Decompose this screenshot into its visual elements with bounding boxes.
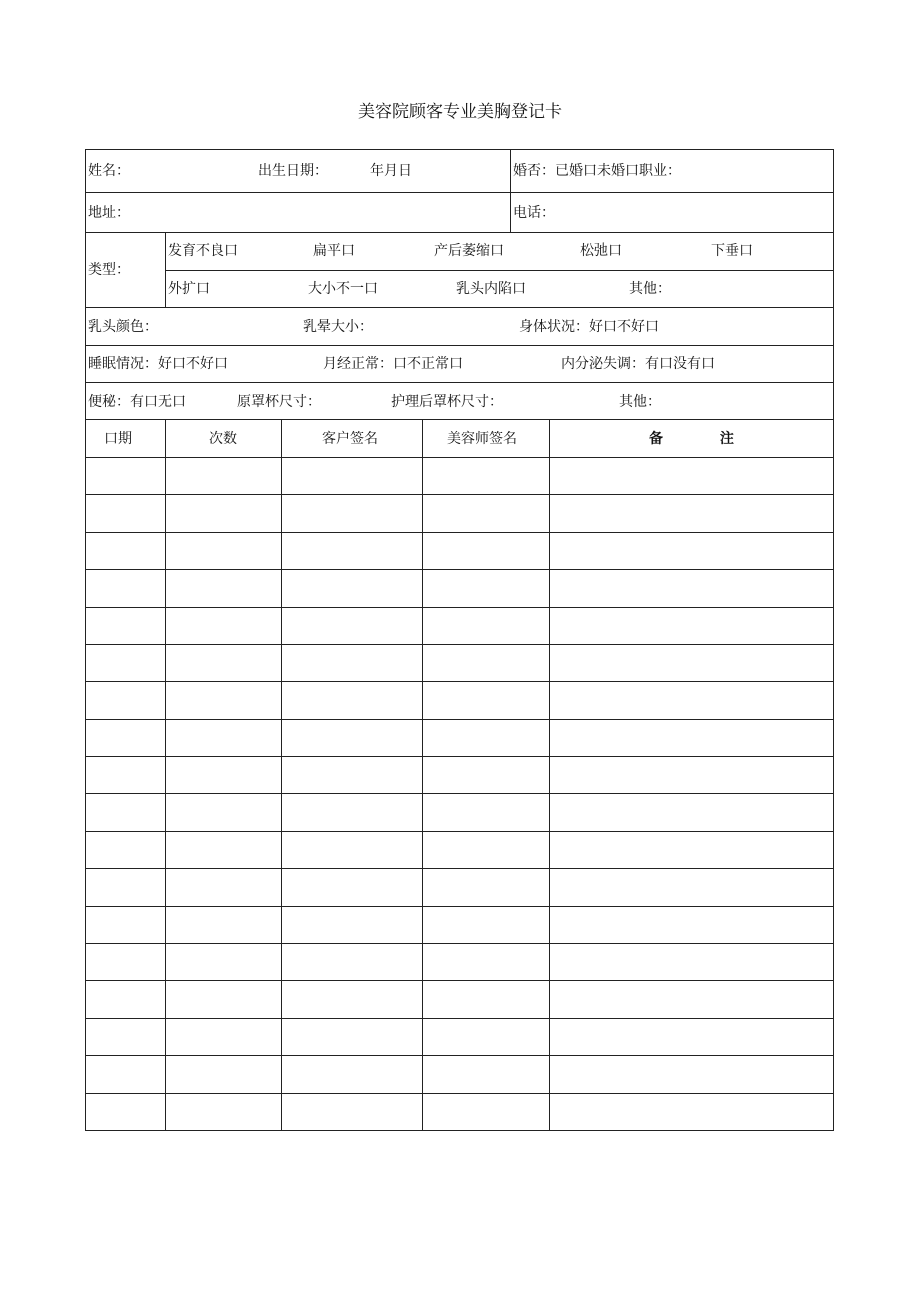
table-row <box>86 868 833 906</box>
table-cell-remarks[interactable] <box>550 831 833 867</box>
original-cup-label[interactable]: 原罩杯尺寸： <box>237 394 321 410</box>
table-cell-remarks[interactable] <box>550 457 833 493</box>
type-option-loose[interactable]: 松弛口 <box>580 243 622 259</box>
type-option-uneven-size[interactable]: 大小不一口 <box>308 281 378 297</box>
table-cell-times[interactable] <box>166 831 281 867</box>
table-cell-date[interactable] <box>87 980 165 1016</box>
table-cell-times[interactable] <box>166 569 281 605</box>
name-field-label[interactable]: 姓名： <box>88 163 130 179</box>
table-cell-beautician-signature[interactable] <box>423 607 549 643</box>
table-cell-beautician-signature[interactable] <box>423 1055 549 1091</box>
table-row <box>86 607 833 645</box>
header-date: 口期 <box>104 431 132 447</box>
table-cell-date[interactable] <box>87 794 165 830</box>
birth-date-label[interactable]: 出生日期： <box>258 163 328 179</box>
table-row <box>86 1018 833 1056</box>
table-cell-remarks[interactable] <box>550 607 833 643</box>
table-cell-customer-signature[interactable] <box>282 906 422 942</box>
table-cell-date[interactable] <box>87 943 165 979</box>
table-cell-remarks[interactable] <box>550 980 833 1016</box>
table-cell-customer-signature[interactable] <box>282 943 422 979</box>
table-cell-times[interactable] <box>166 868 281 904</box>
table-cell-beautician-signature[interactable] <box>423 1093 549 1129</box>
table-cell-customer-signature[interactable] <box>282 794 422 830</box>
table-cell-beautician-signature[interactable] <box>423 943 549 979</box>
header-remarks: 备 注 <box>649 431 734 447</box>
table-row <box>86 644 833 682</box>
areola-size-label[interactable]: 乳晕大小： <box>303 319 373 335</box>
table-cell-times[interactable] <box>166 794 281 830</box>
divider <box>510 150 511 192</box>
other-label[interactable]: 其他： <box>619 394 661 410</box>
table-cell-date[interactable] <box>87 1093 165 1129</box>
table-row <box>86 831 833 869</box>
table-cell-customer-signature[interactable] <box>282 569 422 605</box>
table-cell-remarks[interactable] <box>550 532 833 568</box>
menstruation-label[interactable]: 月经正常：口不正常口 <box>323 356 463 372</box>
address-field-label[interactable]: 地址： <box>88 205 130 221</box>
header-times: 次数 <box>209 431 237 447</box>
table-row <box>86 457 833 495</box>
table-row <box>86 532 833 570</box>
header-beautician-signature: 美容师签名 <box>447 431 517 447</box>
row-personal <box>86 150 833 193</box>
table-cell-remarks[interactable] <box>550 1093 833 1129</box>
table-row <box>86 756 833 794</box>
table-header-row <box>86 420 833 458</box>
table-row <box>86 719 833 757</box>
type-option-postpartum-atrophy[interactable]: 产后萎缩口 <box>434 243 504 259</box>
table-cell-beautician-signature[interactable] <box>423 868 549 904</box>
table-cell-date[interactable] <box>87 607 165 643</box>
table-cell-customer-signature[interactable] <box>282 1055 422 1091</box>
table-cell-date[interactable] <box>87 1018 165 1054</box>
table-row <box>86 980 833 1018</box>
body-status-label[interactable]: 身体状况：好口不好口 <box>519 319 659 335</box>
table-cell-customer-signature[interactable] <box>282 532 422 568</box>
table-cell-remarks[interactable] <box>550 906 833 942</box>
table-cell-remarks[interactable] <box>550 1018 833 1054</box>
table-cell-date[interactable] <box>87 1055 165 1091</box>
table-row <box>86 906 833 944</box>
table-cell-remarks[interactable] <box>550 719 833 755</box>
row-contact <box>86 193 833 233</box>
table-cell-customer-signature[interactable] <box>282 980 422 1016</box>
nipple-color-label[interactable]: 乳头颜色： <box>88 319 158 335</box>
table-cell-beautician-signature[interactable] <box>423 980 549 1016</box>
table-cell-date[interactable] <box>87 569 165 605</box>
table-cell-remarks[interactable] <box>550 569 833 605</box>
table-cell-times[interactable] <box>166 756 281 792</box>
type-option-outward[interactable]: 外扩口 <box>168 281 210 297</box>
table-cell-remarks[interactable] <box>550 494 833 530</box>
table-cell-times[interactable] <box>166 943 281 979</box>
after-care-cup-label[interactable]: 护理后罩杯尺寸： <box>391 394 503 410</box>
table-cell-times[interactable] <box>166 1093 281 1129</box>
row-health-info <box>86 346 833 383</box>
table-cell-customer-signature[interactable] <box>282 1093 422 1129</box>
type-option-other[interactable]: 其他： <box>629 281 671 297</box>
table-cell-beautician-signature[interactable] <box>423 644 549 680</box>
table-cell-beautician-signature[interactable] <box>423 532 549 568</box>
table-cell-customer-signature[interactable] <box>282 457 422 493</box>
type-label: 类型： <box>88 262 130 278</box>
row-breast-type <box>86 233 833 308</box>
table-cell-date[interactable] <box>87 494 165 530</box>
table-cell-beautician-signature[interactable] <box>423 569 549 605</box>
table-cell-date[interactable] <box>87 532 165 568</box>
table-cell-beautician-signature[interactable] <box>423 1018 549 1054</box>
table-cell-times[interactable] <box>166 719 281 755</box>
table-cell-remarks[interactable] <box>550 1055 833 1091</box>
table-cell-customer-signature[interactable] <box>282 831 422 867</box>
table-row <box>86 681 833 719</box>
year-month-day-label: 年月日 <box>370 163 412 179</box>
page-title: 美容院顾客专业美胸登记卡 <box>358 102 562 122</box>
table-cell-times[interactable] <box>166 457 281 493</box>
table-cell-customer-signature[interactable] <box>282 607 422 643</box>
table-cell-date[interactable] <box>87 457 165 493</box>
registration-form <box>85 149 834 1131</box>
table-cell-customer-signature[interactable] <box>282 681 422 717</box>
table-cell-times[interactable] <box>166 644 281 680</box>
table-cell-date[interactable] <box>87 868 165 904</box>
table-cell-beautician-signature[interactable] <box>423 719 549 755</box>
type-option-underdeveloped[interactable]: 发育不良口 <box>168 243 238 259</box>
table-cell-remarks[interactable] <box>550 794 833 830</box>
records-table <box>86 420 833 1130</box>
table-cell-beautician-signature[interactable] <box>423 681 549 717</box>
divider <box>510 193 511 232</box>
type-option-inverted-nipple[interactable]: 乳头内陷口 <box>456 281 526 297</box>
table-cell-customer-signature[interactable] <box>282 719 422 755</box>
table-cell-beautician-signature[interactable] <box>423 494 549 530</box>
table-cell-customer-signature[interactable] <box>282 644 422 680</box>
table-cell-date[interactable] <box>87 644 165 680</box>
table-cell-times[interactable] <box>166 980 281 1016</box>
header-customer-signature: 客户签名 <box>322 431 378 447</box>
type-sub-divider <box>166 270 833 271</box>
type-option-sagging[interactable]: 下垂口 <box>711 243 753 259</box>
sleep-status-label[interactable]: 睡眠情况：好口不好口 <box>88 356 228 372</box>
table-cell-customer-signature[interactable] <box>282 494 422 530</box>
table-row <box>86 943 833 981</box>
table-cell-remarks[interactable] <box>550 868 833 904</box>
table-cell-remarks[interactable] <box>550 943 833 979</box>
table-cell-times[interactable] <box>166 681 281 717</box>
table-cell-times[interactable] <box>166 1018 281 1054</box>
table-cell-remarks[interactable] <box>550 756 833 792</box>
table-row <box>86 794 833 832</box>
table-cell-times[interactable] <box>166 494 281 530</box>
row-cup-info <box>86 383 833 420</box>
table-cell-beautician-signature[interactable] <box>423 794 549 830</box>
table-cell-customer-signature[interactable] <box>282 1018 422 1054</box>
table-cell-date[interactable] <box>87 719 165 755</box>
table-cell-customer-signature[interactable] <box>282 756 422 792</box>
table-row <box>86 569 833 607</box>
table-cell-remarks[interactable] <box>550 644 833 680</box>
table-row <box>86 494 833 532</box>
constipation-label[interactable]: 便秘：有口无口 <box>88 394 186 410</box>
table-cell-beautician-signature[interactable] <box>423 756 549 792</box>
table-row <box>86 1093 833 1130</box>
table-cell-date[interactable] <box>87 831 165 867</box>
table-cell-date[interactable] <box>87 906 165 942</box>
marriage-occupation-label[interactable]: 婚否：已婚口未婚口职业： <box>513 163 681 179</box>
table-cell-remarks[interactable] <box>550 681 833 717</box>
row-nipple-info <box>86 308 833 346</box>
table-cell-times[interactable] <box>166 1055 281 1091</box>
phone-field-label[interactable]: 电话： <box>513 205 555 221</box>
table-cell-times[interactable] <box>166 532 281 568</box>
type-option-flat[interactable]: 扁平口 <box>313 243 355 259</box>
table-cell-beautician-signature[interactable] <box>423 457 549 493</box>
table-cell-beautician-signature[interactable] <box>423 831 549 867</box>
table-cell-customer-signature[interactable] <box>282 868 422 904</box>
table-cell-date[interactable] <box>87 681 165 717</box>
table-cell-times[interactable] <box>166 906 281 942</box>
table-cell-beautician-signature[interactable] <box>423 906 549 942</box>
table-row <box>86 1055 833 1093</box>
table-cell-date[interactable] <box>87 756 165 792</box>
table-cell-times[interactable] <box>166 607 281 643</box>
endocrine-label[interactable]: 内分泌失调：有口没有口 <box>561 356 715 372</box>
